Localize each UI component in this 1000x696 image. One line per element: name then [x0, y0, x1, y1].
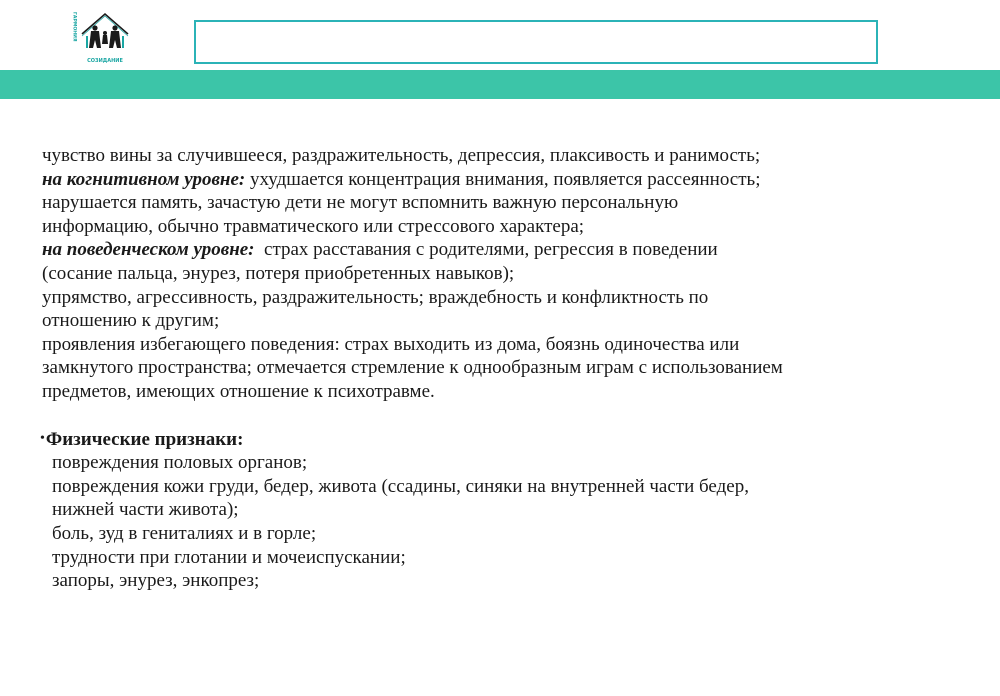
accent-band — [0, 70, 1000, 99]
text-line: предметов, имеющих отношение к психотравме. — [42, 380, 435, 402]
text-line: чувство вины за случившееся, раздражительность, депрессия, плаксивость и ранимость; — [42, 145, 761, 166]
family-house-logo-icon — [70, 4, 140, 66]
logo-text-bottom: СОЗИДАНИЕ — [87, 58, 123, 64]
title-box — [194, 20, 878, 64]
cognitive-level-label: на когнитивном уровне: — [42, 168, 246, 190]
text-line — [42, 238, 972, 262]
text-line: (сосание пальца, энурез, потеря приобретенных навыков); — [42, 262, 515, 284]
list-item: повреждения половых органов; — [52, 452, 308, 474]
text-line: информацию, обычно травматического или стрессового характера; — [42, 215, 585, 237]
logo-text-left: ГАРМОНИЯ — [71, 12, 77, 42]
physical-signs-heading: Физические признаки: — [45, 428, 244, 450]
section-heading — [40, 427, 972, 452]
logo — [70, 4, 140, 66]
list-item: боль, зуд в гениталиях и в горле; — [52, 522, 317, 544]
list-item: трудности при глотании и мочеиспускании; — [52, 546, 406, 568]
text-line: проявления избегающего поведения: страх выходить из дома, боязнь одиночества или — [42, 333, 740, 355]
text-line: замкнутого пространства; отмечается стремление к однообразным играм с использованием — [42, 357, 783, 379]
bullet-icon: • — [40, 430, 45, 446]
text-line: упрямство, агрессивность, раздражительность; враждебность и конфликтность по — [42, 286, 709, 308]
list-item: повреждения кожи груди, бедер, живота (ссадины, синяки на внутренней части бедер, — [52, 475, 749, 497]
text-line — [42, 168, 972, 192]
behavioral-level-label: на поведенческом уровне: — [42, 239, 255, 261]
text-fragment: ухудшается концентрация внимания, появляется рассеянность; — [245, 168, 761, 190]
list-item: запоры, энурез, энкопрез; — [52, 570, 260, 592]
slide-content — [42, 144, 972, 593]
text-line: нарушается память, зачастую дети не могут вспомнить важную персональную — [42, 192, 679, 214]
text-fragment: страх расставания с родителями, регрессия в поведении — [254, 239, 718, 261]
text-line: отношению к другим; — [42, 310, 220, 332]
list-item: нижней части живота); — [52, 499, 239, 521]
